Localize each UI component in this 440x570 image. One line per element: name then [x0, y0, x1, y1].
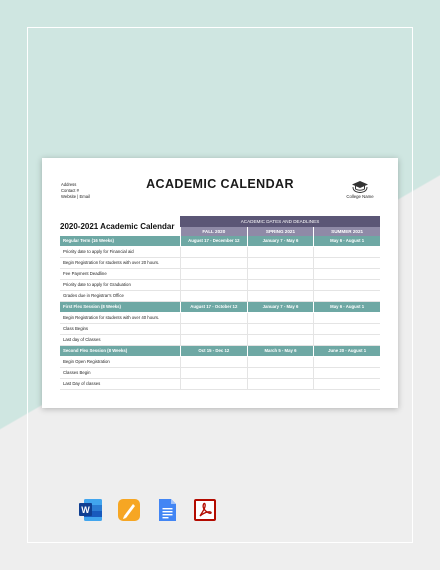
table-cell	[180, 357, 247, 367]
table-cell	[247, 335, 314, 345]
table-cell	[247, 357, 314, 367]
table-row	[60, 247, 380, 258]
table-row	[60, 313, 380, 324]
table-cell	[180, 247, 247, 257]
table-cell	[313, 258, 380, 268]
section-date: August 17 - December 12	[180, 236, 247, 246]
section-date: August 17 - October 12	[180, 302, 247, 312]
section-date: January 7 - May 6	[247, 236, 314, 246]
table-row	[60, 335, 380, 346]
college-logo	[346, 180, 374, 199]
table-cell	[180, 335, 247, 345]
row-label: Fee Payment Deadline	[63, 271, 107, 276]
row-label: Class Begins	[63, 326, 89, 331]
section-row	[60, 236, 380, 247]
table-row	[60, 280, 380, 291]
table-header: ACADEMIC DATES AND DEADLINES	[180, 216, 380, 227]
section-name: Second Flex Session (8 Weeks)	[63, 348, 128, 353]
table-cell	[247, 258, 314, 268]
table-row	[60, 368, 380, 379]
table-cell	[247, 280, 314, 290]
row-label: Last day of Classes	[63, 337, 101, 342]
section-date: January 7 - May 6	[247, 302, 314, 312]
pages-icon[interactable]	[116, 497, 142, 523]
calendar-document	[42, 158, 398, 408]
table-row	[60, 269, 380, 280]
table-cell	[247, 313, 314, 323]
contact-line: Contact #	[61, 188, 79, 193]
table-cell	[247, 247, 314, 257]
row-label: Priority date to apply for Financial aid	[63, 249, 134, 254]
google-docs-icon[interactable]	[154, 497, 180, 523]
table-cell	[313, 357, 380, 367]
row-label: Priority date to apply for Graduation	[63, 282, 131, 287]
file-format-icons	[78, 497, 218, 523]
website-line: Website | Email	[61, 194, 90, 199]
row-label: Classes Begin	[63, 370, 91, 375]
table-cell	[247, 269, 314, 279]
table-cell	[247, 324, 314, 334]
svg-text:W: W	[81, 505, 90, 515]
table-cell	[313, 280, 380, 290]
word-icon[interactable]	[78, 497, 104, 523]
table-cell	[313, 269, 380, 279]
section-date: Oct 15 - Dec 12	[180, 346, 247, 356]
table-body	[60, 236, 380, 390]
table-cell	[247, 368, 314, 378]
calendar-title: 2020-2021 Academic Calendar	[60, 222, 175, 231]
table-cell	[313, 313, 380, 323]
table-cell	[180, 368, 247, 378]
table-row	[60, 291, 380, 302]
table-cell	[313, 247, 380, 257]
table-cell	[313, 324, 380, 334]
table-cell	[180, 269, 247, 279]
table-cell	[180, 280, 247, 290]
semester-spring: SPRING 2021	[247, 227, 314, 238]
row-label: Grades due in Registrar's Office	[63, 293, 124, 298]
college-name: College Name	[346, 194, 374, 199]
table-cell	[180, 258, 247, 268]
section-name: First Flex Session (8 Weeks)	[63, 304, 121, 309]
table-cell	[180, 291, 247, 301]
table-row	[60, 357, 380, 368]
table-cell	[247, 379, 314, 389]
section-date: March 5 - May 6	[247, 346, 314, 356]
section-date: June 20 - August 1	[313, 346, 380, 356]
table-row	[60, 258, 380, 269]
table-cell	[313, 291, 380, 301]
table-row	[60, 324, 380, 335]
row-label: Begin Registration for students with over 20 hours.	[63, 260, 160, 265]
table-cell	[247, 291, 314, 301]
semester-fall: FALL 2020	[180, 227, 247, 238]
table-cell	[313, 379, 380, 389]
table-row	[60, 379, 380, 390]
row-label: Last Day of classes	[63, 381, 101, 386]
section-name: Regular Term (16 Weeks)	[63, 238, 114, 243]
row-label: Begin Registration for students with over 40 hours.	[63, 315, 160, 320]
table-cell	[180, 324, 247, 334]
table-cell	[180, 379, 247, 389]
document-title: ACADEMIC CALENDAR	[146, 177, 294, 191]
section-date: May 6 - August 1	[313, 302, 380, 312]
table-cell	[180, 313, 247, 323]
address-line: Address	[61, 182, 77, 187]
table-cell	[313, 335, 380, 345]
section-date: May 6 - August 1	[313, 236, 380, 246]
graduation-cap-icon	[351, 180, 369, 193]
row-label: Begin Open Registration	[63, 359, 110, 364]
section-row	[60, 302, 380, 313]
pdf-icon[interactable]	[192, 497, 218, 523]
semester-summer: SUMMER 2021	[313, 227, 380, 238]
table-cell	[313, 368, 380, 378]
section-row	[60, 346, 380, 357]
